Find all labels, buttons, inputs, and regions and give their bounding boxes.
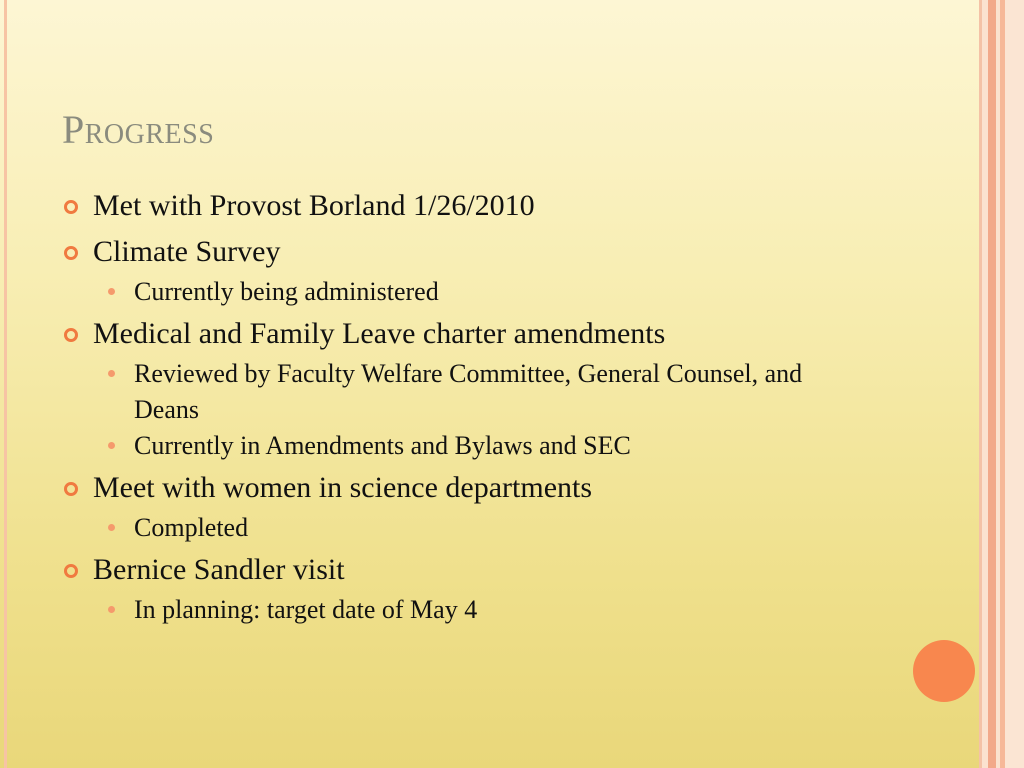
dot-bullet-icon [108, 524, 115, 531]
bullet-text: Meet with women in science departments [93, 471, 593, 504]
bullet-item [62, 234, 862, 270]
dot-bullet-icon [108, 606, 115, 613]
sub-bullet-item [62, 592, 862, 628]
sub-bullet-text: Currently being administered [134, 277, 439, 306]
bullet-item [62, 188, 862, 224]
border-stripe [988, 0, 996, 768]
decorative-circle [913, 640, 975, 702]
dot-bullet-icon [108, 370, 115, 377]
sub-bullet-text: Currently in Amendments and Bylaws and SEC [134, 431, 631, 460]
sub-bullet-item [62, 510, 862, 546]
sub-bullet-text: Reviewed by Faculty Welfare Committee, General Counsel, and Deans [134, 359, 803, 424]
right-decorative-border [979, 0, 1024, 768]
bullet-text: Climate Survey [93, 235, 281, 268]
bullet-text: Medical and Family Leave charter amendments [93, 317, 666, 350]
dot-bullet-icon [108, 288, 115, 295]
bullet-item [62, 470, 862, 506]
bullet-item [62, 552, 862, 588]
ring-bullet-icon [64, 246, 78, 260]
sub-bullet-text: In planning: target date of May 4 [134, 595, 478, 624]
left-decorative-stripe [4, 0, 7, 768]
sub-bullet-item [62, 356, 862, 428]
border-stripe [1005, 0, 1024, 768]
ring-bullet-icon [64, 200, 78, 214]
bullet-item [62, 316, 862, 352]
slide-title: Progress [62, 107, 215, 152]
ring-bullet-icon [64, 564, 78, 578]
sub-bullet-text: Completed [134, 513, 249, 542]
sub-bullet-item [62, 274, 862, 310]
bullet-text: Bernice Sandler visit [93, 553, 345, 586]
bullet-text: Met with Provost Borland 1/26/2010 [93, 189, 535, 222]
slide-content [62, 188, 862, 634]
sub-bullet-item [62, 428, 862, 464]
dot-bullet-icon [108, 442, 115, 449]
ring-bullet-icon [64, 482, 78, 496]
ring-bullet-icon [64, 328, 78, 342]
